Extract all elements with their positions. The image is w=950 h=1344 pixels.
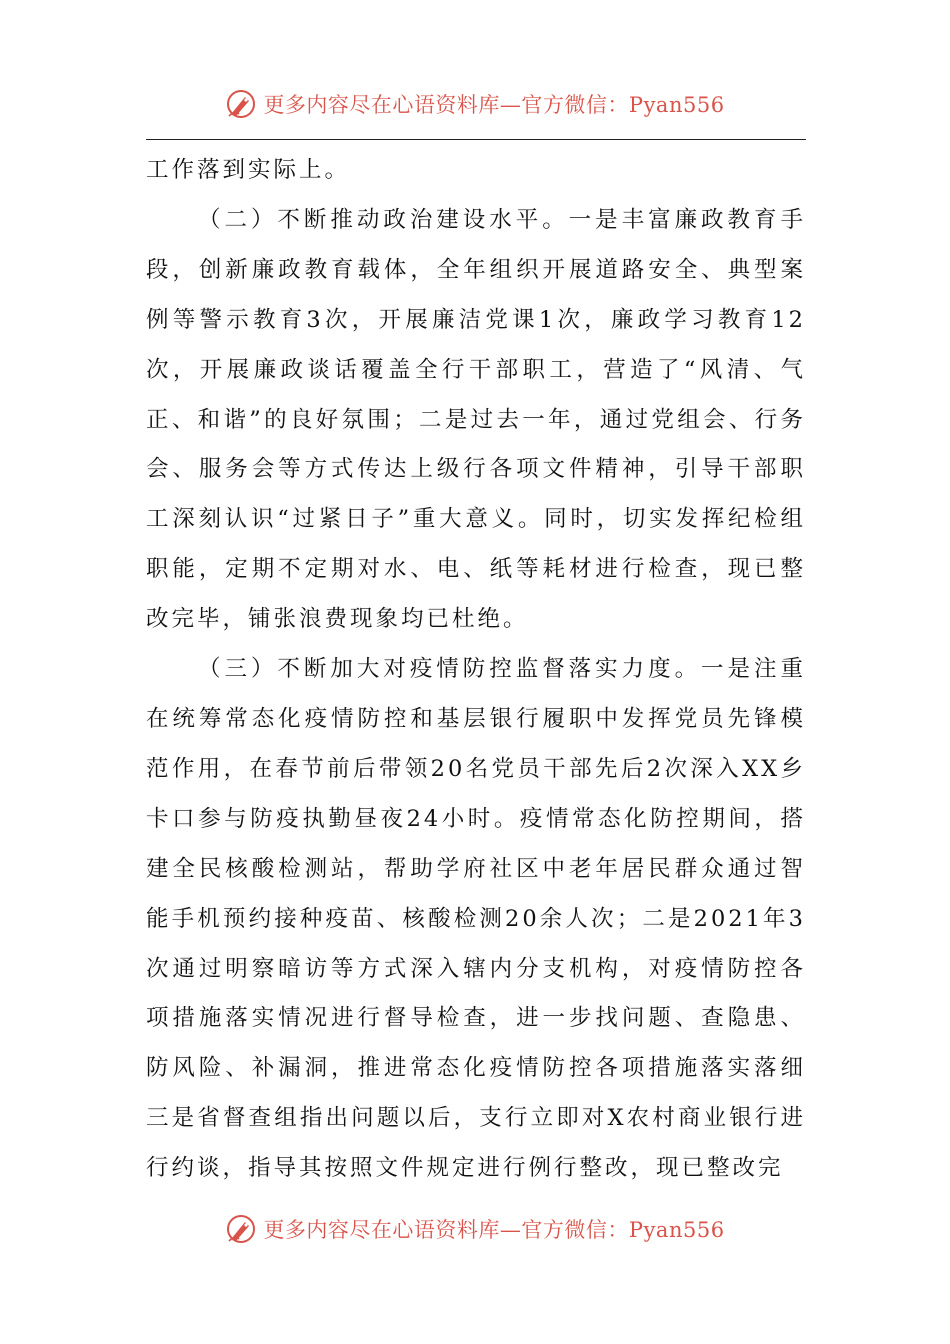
footer-promo-text: 更多内容尽在心语资料库—官方微信：Pyan556 xyxy=(263,1218,725,1242)
paragraph-continuation: 工作落到实际上。 xyxy=(146,157,351,183)
paragraph-political-building: （二）不断推动政治建设水平。一是丰富廉政教育手段，创新廉政教育载体，全年组织开展道路安全、典型案例等警示教育3次，开展廉洁党课1次，廉政学习教育12次，开展廉政谈话覆盖全行干部职工，营造了“风清、气正、和谐”的良好氛围；二是过去一年，通过党组会、行务会、服务会等方式传达上级行各项文件精神，引导干部职工深刻认识“过紧日子”重大意义。同时，切实发挥纪检组职能，定期不定期对水、电、纸等耗材进行检查，现已整改完毕，铺张浪费现象均已杜绝。 xyxy=(146,206,806,633)
header-promo-text: 更多内容尽在心语资料库—官方微信：Pyan556 xyxy=(263,93,725,117)
paragraph-epidemic-supervision: （三）不断加大对疫情防控监督落实力度。一是注重在统筹常态化疫情防控和基层银行履职中发挥党员先锋模范作用，在春节前后带领20名党员干部先后2次深入XX乡卡口参与防疫执勤昼夜24小时。疫情常态化防控期间，搭建全民核酸检测站，帮助学府社区中老年居民群众通过智能手机预约接种疫苗、核酸检测20余人次；二是2021年3次通过明察暗访等方式深入辖内分支机构，对疫情防控各项措施落实情况进行督导检查，进一步找问题、查隐患、防风险、补漏洞，推进常态化疫情防控各项措施落实落细三是省督查组指出问题以后，支行立即对X农村商业银行进行约谈，指导其按照文件规定进行例行整改，现已整改完 xyxy=(146,656,806,1182)
footer-watermark xyxy=(0,1207,950,1251)
header-divider xyxy=(146,139,806,140)
document-body xyxy=(146,146,806,1194)
header-watermark xyxy=(0,82,950,126)
pen-nib-icon xyxy=(225,88,257,120)
pen-nib-icon xyxy=(225,1213,257,1245)
